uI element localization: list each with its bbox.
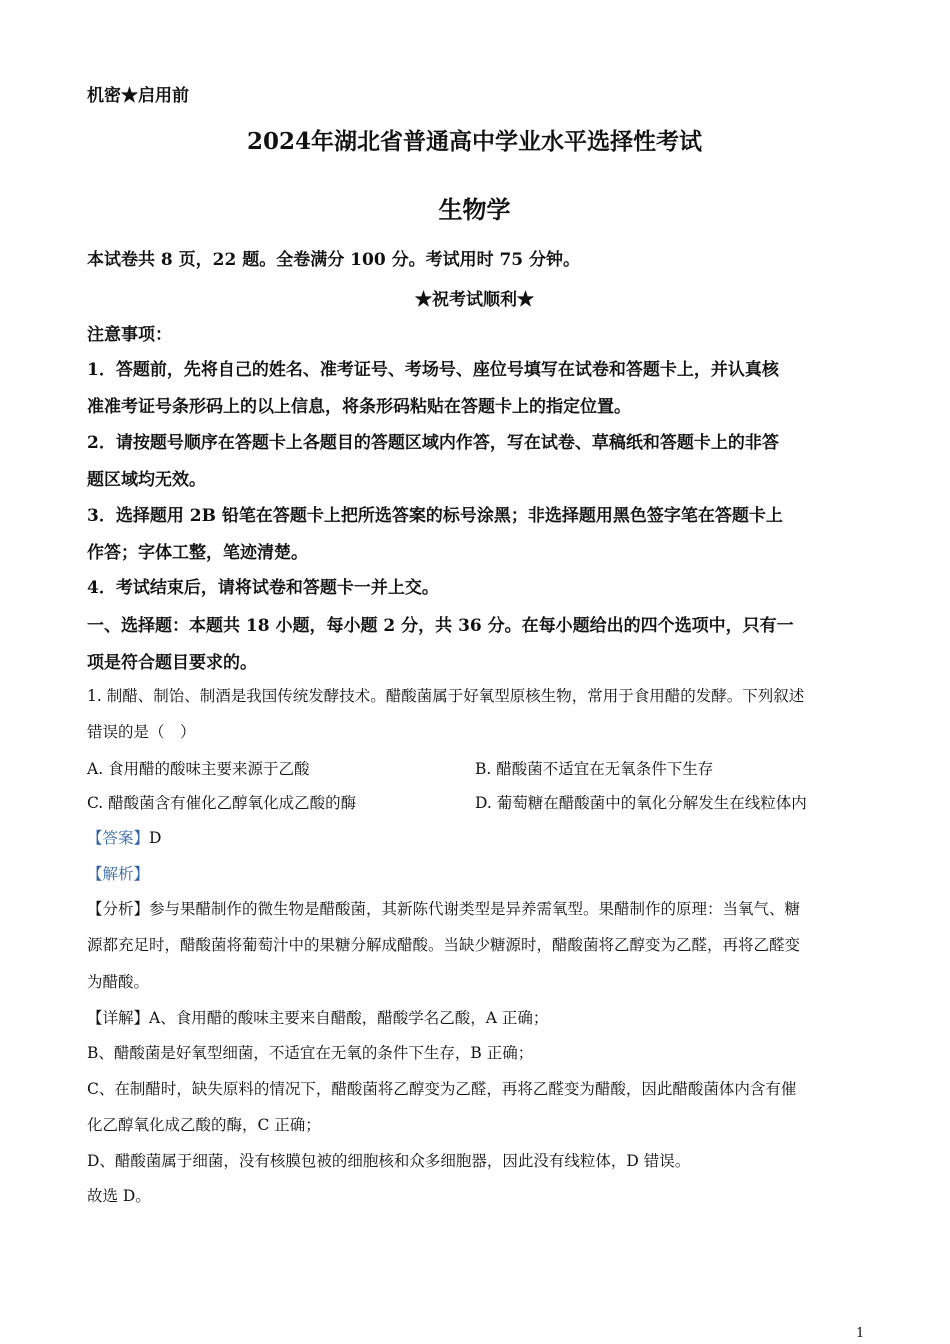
fenxi-tag: 【分析】 (87, 900, 150, 918)
section-heading-cont: 项是符合题目要求的。 (87, 653, 257, 673)
subject-title: 生物学 (438, 195, 511, 224)
detail-d: D、醋酸菌属于细菌，没有核膜包被的细胞核和众多细胞器，因此没有线粒体，D 错误。 (87, 1152, 691, 1170)
question-stem-cont: 错误的是（ ） (87, 723, 196, 741)
exam-title: 2024年湖北省普通高中学业水平选择性考试 (246, 128, 702, 155)
option-c: C. 醋酸菌含有催化乙醇氧化成乙酸的酶 (87, 794, 357, 812)
answer-line (87, 826, 161, 848)
fenxi-text: 参与果醋制作的微生物是醋酸菌，其新陈代谢类型是异养需氧型。果醋制作的原理：当氧气、糖 (149, 900, 801, 918)
analysis-tag: 【解析】 (87, 865, 150, 883)
notice-item: 2．请按题号顺序在答题卡上各题目的答题区域内作答，写在试卷、草稿纸和答题卡上的非答 (87, 433, 779, 453)
option-d: D. 葡萄糖在醋酸菌中的氧化分解发生在线粒体内 (475, 794, 807, 812)
notice-item-cont: 题区域均无效。 (87, 470, 206, 490)
option-a: A. 食用醋的酸味主要来源于乙酸 (87, 760, 310, 778)
detail-tag: 【详解】 (87, 1009, 150, 1027)
section-heading: 一、选择题：本题共 18 小题，每小题 2 分，共 36 分。在每小题给出的四个选项中，只有一 (87, 616, 794, 636)
notice-item-cont: 准准考证号条形码上的以上信息，将条形码粘贴在答题卡上的指定位置。 (87, 397, 631, 417)
notice-item-cont: 作答；字体工整，笔迹清楚。 (87, 543, 308, 563)
question-stem: 1. 制醋、制饴、制酒是我国传统发酵技术。醋酸菌属于好氧型原核生物，常用于食用醋的发酵。下列叙述 (87, 687, 805, 705)
answer-value: D (149, 829, 162, 847)
confidential-label: 机密★启用前 (87, 86, 189, 106)
notice-title: 注意事项： (87, 325, 172, 345)
detail-a: A、食用醋的酸味主要来自醋酸，醋酸学名乙酸，A 正确； (149, 1009, 549, 1027)
notice-item: 1．答题前，先将自己的姓名、准考证号、考场号、座位号填写在试卷和答题卡上，并认真核 (87, 360, 779, 380)
detail-c-cont: 化乙醇氧化成乙酸的酶，C 正确； (87, 1116, 321, 1134)
fenxi-line (87, 897, 800, 919)
notice-item: 3．选择题用 2B 铅笔在答题卡上把所选答案的标号涂黑；非选择题用黑色签字笔在答题卡上 (87, 506, 783, 526)
good-luck-line: ★祝考试顺利★ (415, 290, 534, 310)
fenxi-line-cont: 源都充足时，醋酸菌将葡萄汁中的果糖分解成醋酸。当缺少糖源时，醋酸菌将乙醇变为乙醛，再将乙醛变 (87, 936, 801, 954)
option-b: B. 醋酸菌不适宜在无氧条件下生存 (475, 760, 714, 778)
fenxi-line-cont: 为醋酸。 (87, 973, 150, 991)
detail-b: B、醋酸菌是好氧型细菌，不适宜在无氧的条件下生存，B 正确； (87, 1044, 534, 1062)
conclusion: 故选 D。 (87, 1187, 151, 1205)
detail-c: C、在制醋时，缺失原料的情况下，醋酸菌将乙醇变为乙醛，再将乙醛变为醋酸，因此醋酸菌体内含有催 (87, 1080, 797, 1098)
answer-tag: 【答案】 (87, 829, 150, 847)
detail-line (87, 1006, 548, 1028)
notice-item: 4．考试结束后，请将试卷和答题卡一并上交。 (87, 578, 439, 598)
page-number: 1 (856, 1326, 865, 1341)
exam-intro: 本试卷共 8 页，22 题。全卷满分 100 分。考试用时 75 分钟。 (87, 250, 581, 270)
